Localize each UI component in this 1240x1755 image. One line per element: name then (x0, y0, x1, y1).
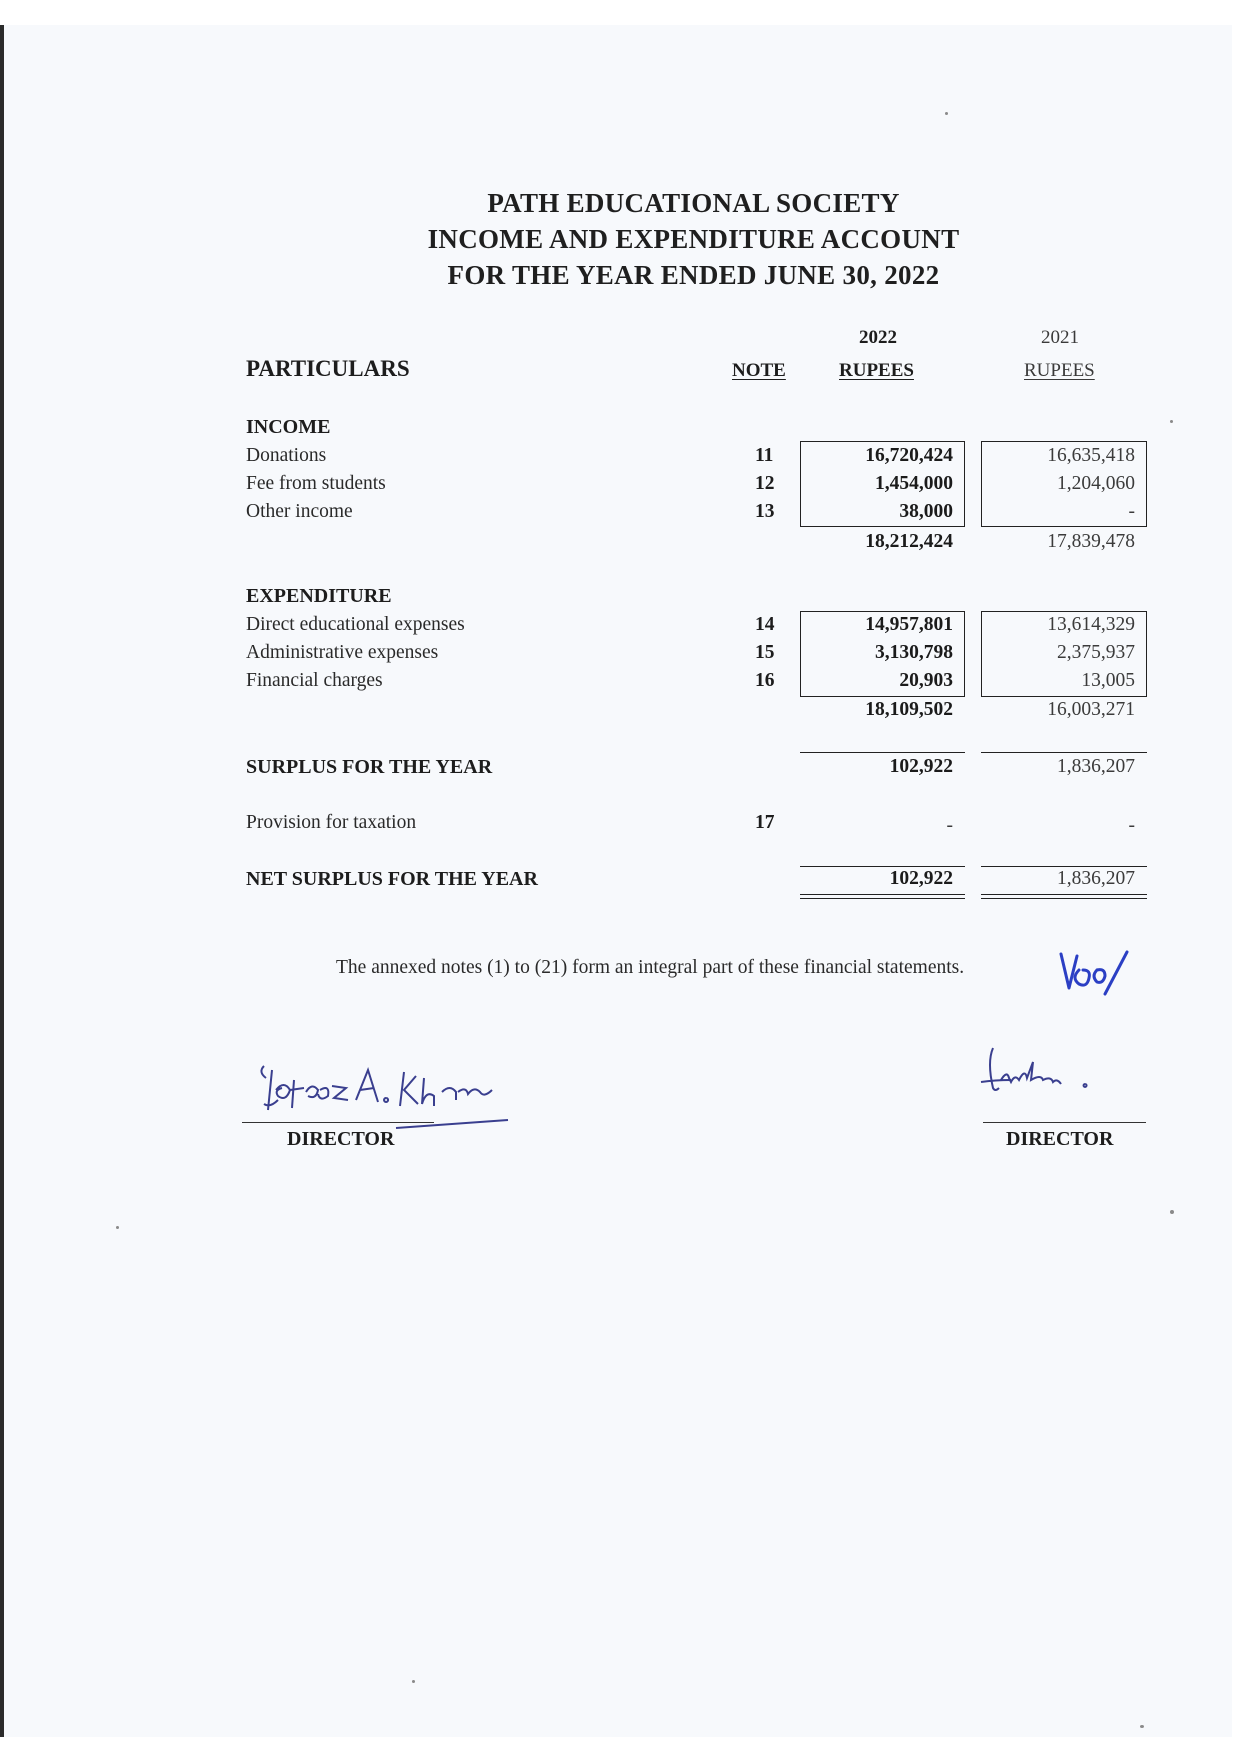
income-row-label: Donations (246, 445, 327, 466)
expenditure-row-note: 16 (755, 670, 775, 691)
income-row-current: 16,720,424 (865, 445, 953, 466)
income-row-note: 13 (755, 501, 775, 522)
income-row-note: 11 (755, 445, 774, 466)
net-surplus-double-rule-current (800, 894, 965, 899)
initials-mark (1057, 948, 1137, 998)
income-row-note: 12 (755, 473, 775, 494)
net-surplus-previous: 1,836,207 (1057, 868, 1135, 889)
surplus-rule-current (800, 752, 965, 753)
year-current-header: 2022 (859, 327, 897, 348)
expenditure-row-note: 14 (755, 614, 775, 635)
income-total-current: 18,212,424 (865, 531, 953, 552)
note-header: NOTE (732, 360, 786, 381)
year-previous-header: 2021 (1041, 327, 1079, 348)
expenditure-total-previous: 16,003,271 (1047, 699, 1135, 720)
expenditure-row-note: 15 (755, 642, 775, 663)
expenditure-row-label: Direct educational expenses (246, 614, 465, 635)
income-row-label: Other income (246, 501, 353, 522)
expenditure-heading: EXPENDITURE (246, 585, 392, 607)
taxation-previous: - (1128, 815, 1135, 836)
income-total-previous: 17,839,478 (1047, 531, 1135, 552)
statement-title: INCOME AND EXPENDITURE ACCOUNT (427, 224, 960, 254)
income-row-current: 38,000 (899, 501, 953, 522)
scan-speck (1170, 1210, 1174, 1214)
income-row-previous: 16,635,418 (1047, 445, 1135, 466)
surplus-previous: 1,836,207 (1057, 756, 1135, 777)
expenditure-row-previous: 2,375,937 (1057, 642, 1135, 663)
scan-speck (1170, 420, 1173, 423)
left-signature-line (242, 1122, 434, 1123)
scan-speck (116, 1226, 119, 1229)
notes-statement: The annexed notes (1) to (21) form an integral part of these financial statements. (336, 957, 965, 978)
income-heading: INCOME (246, 416, 331, 438)
income-row-current: 1,454,000 (875, 473, 953, 494)
expenditure-row-current: 3,130,798 (875, 642, 953, 663)
taxation-note: 17 (755, 812, 775, 833)
expenditure-total-current: 18,109,502 (865, 699, 953, 720)
expenditure-row-current: 14,957,801 (865, 614, 953, 635)
particulars-header: PARTICULARS (246, 356, 410, 381)
right-signature-line (983, 1122, 1146, 1123)
expenditure-row-label: Financial charges (246, 670, 383, 691)
left-director-title: DIRECTOR (287, 1128, 395, 1150)
surplus-rule-previous (981, 752, 1147, 753)
surplus-label: SURPLUS FOR THE YEAR (246, 756, 493, 778)
net-surplus-label: NET SURPLUS FOR THE YEAR (246, 868, 538, 890)
net-surplus-rule-previous (981, 866, 1147, 867)
income-row-label: Fee from students (246, 473, 386, 494)
expenditure-row-previous: 13,614,329 (1047, 614, 1135, 635)
net-surplus-double-rule-previous (981, 894, 1147, 899)
right-director-title: DIRECTOR (1006, 1128, 1114, 1150)
income-row-previous: - (1128, 501, 1135, 522)
statement-period: FOR THE YEAR ENDED JUNE 30, 2022 (447, 260, 940, 290)
net-surplus-rule-current (800, 866, 965, 867)
currency-previous-header: RUPEES (1024, 360, 1095, 381)
currency-current-header: RUPEES (839, 360, 914, 381)
taxation-current: - (946, 815, 953, 836)
surplus-current: 102,922 (889, 756, 953, 777)
income-row-previous: 1,204,060 (1057, 473, 1135, 494)
scan-speck (412, 1680, 415, 1683)
organization-name: PATH EDUCATIONAL SOCIETY (487, 188, 900, 218)
expenditure-row-previous: 13,005 (1081, 670, 1135, 691)
scan-speck (945, 112, 948, 115)
expenditure-row-label: Administrative expenses (246, 642, 439, 663)
scan-speck (1140, 1725, 1144, 1728)
net-surplus-current: 102,922 (889, 868, 953, 889)
taxation-label: Provision for taxation (246, 812, 417, 833)
right-director-signature (975, 1040, 1115, 1100)
expenditure-row-current: 20,903 (899, 670, 953, 691)
